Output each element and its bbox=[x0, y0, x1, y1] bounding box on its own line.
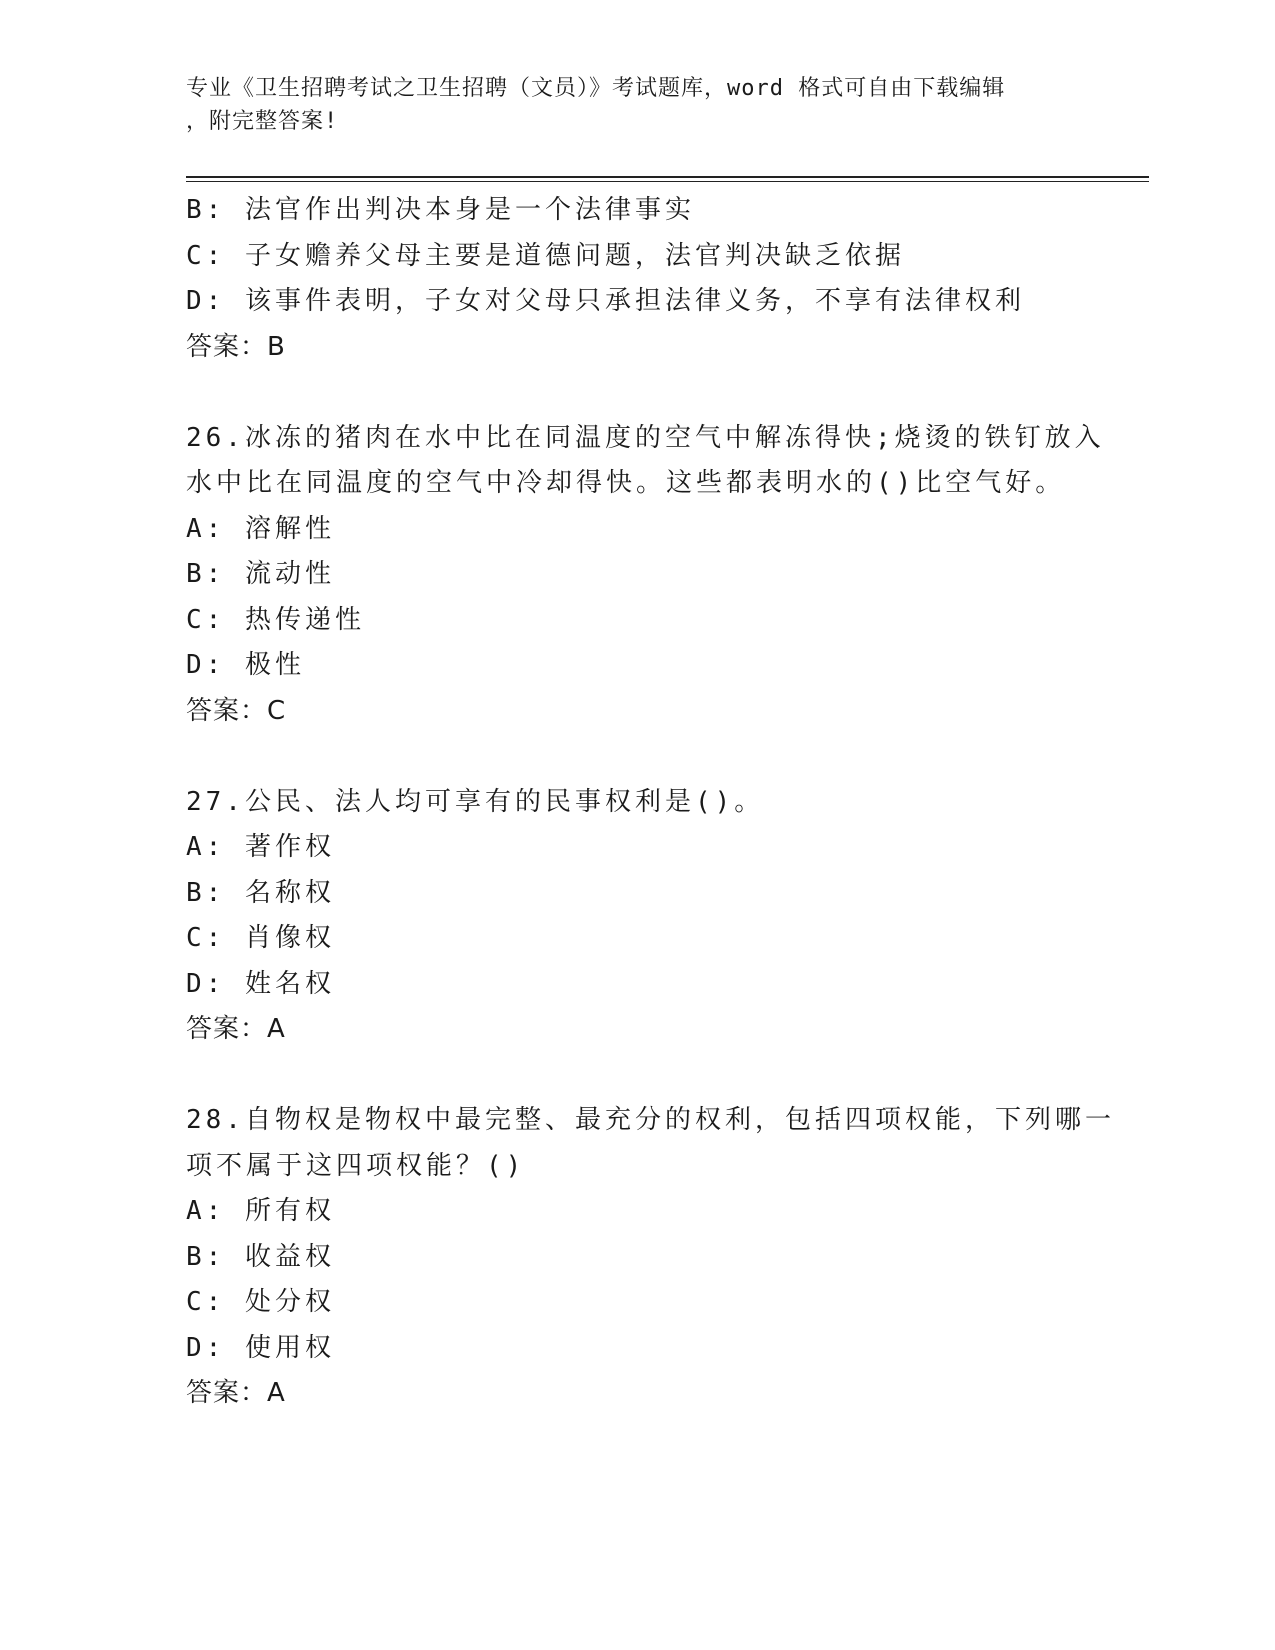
option-d: D: 该事件表明，子女对父母只承担法律义务，不享有法律权利 bbox=[186, 286, 1025, 316]
question-26 bbox=[186, 416, 1105, 735]
header-divider-thin bbox=[186, 181, 1149, 182]
option-b: B: 名称权 bbox=[186, 877, 335, 908]
answer: 答案：A bbox=[186, 1014, 286, 1044]
question-stem: 27.公民、法人均可享有的民事权利是()。 bbox=[186, 786, 765, 817]
question-stem: 28.自物权是物权中最完整、最充分的权利，包括四项权能，下列哪一 bbox=[186, 1105, 1115, 1135]
answer: 答案：A bbox=[186, 1378, 286, 1408]
question-25-tail bbox=[186, 188, 1086, 370]
option-a: A: 溶解性 bbox=[186, 513, 335, 544]
option-b: B: 流动性 bbox=[186, 559, 335, 589]
question-stem: 项不属于这四项权能？() bbox=[186, 1150, 526, 1181]
question-stem: 26.冰冻的猪肉在水中比在同温度的空气中解冻得快;烧烫的铁钉放入 bbox=[186, 422, 1105, 453]
option-c: C: 热传递性 bbox=[186, 604, 365, 635]
spacer bbox=[186, 370, 1086, 416]
option-b: B: 收益权 bbox=[186, 1241, 335, 1272]
document-header bbox=[186, 72, 1066, 138]
answer: 答案：B bbox=[186, 331, 286, 362]
option-a: A: 所有权 bbox=[186, 1196, 335, 1226]
option-c: C: 肖像权 bbox=[186, 923, 335, 953]
question-27 bbox=[186, 780, 1086, 1053]
header-divider-thick bbox=[186, 176, 1149, 178]
option-d: D: 姓名权 bbox=[186, 968, 335, 999]
option-d: D: 使用权 bbox=[186, 1332, 335, 1363]
option-c: C: 子女赡养父母主要是道德问题，法官判决缺乏依据 bbox=[186, 240, 905, 271]
header-line-1: 专业《卫生招聘考试之卫生招聘（文员）》考试题库，word 格式可自由下载编辑 bbox=[186, 76, 1006, 101]
question-28 bbox=[186, 1098, 1115, 1417]
spacer bbox=[186, 734, 1086, 780]
answer: 答案：C bbox=[186, 695, 287, 726]
question-list bbox=[186, 188, 1115, 1417]
question-stem: 水中比在同温度的空气中冷却得快。这些都表明水的()比空气好。 bbox=[186, 468, 1066, 498]
option-c: C: 处分权 bbox=[186, 1287, 335, 1317]
option-d: D: 极性 bbox=[186, 650, 305, 680]
spacer bbox=[186, 1053, 1086, 1099]
option-a: A: 著作权 bbox=[186, 832, 335, 862]
option-b: B: 法官作出判决本身是一个法律事实 bbox=[186, 195, 695, 225]
header-line-2: ，附完整答案! bbox=[186, 109, 339, 134]
